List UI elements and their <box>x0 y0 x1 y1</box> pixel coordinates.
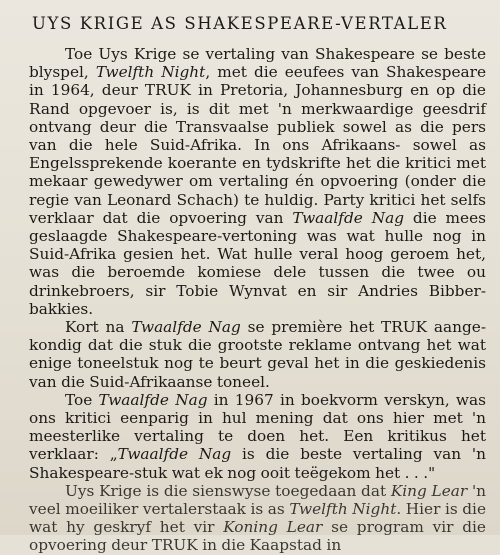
text-run: Toe Uys Krige se vertaling van Shakespeare se beste blyspel, <box>29 45 486 82</box>
paragraph-4 <box>29 482 486 555</box>
text-run: die mees geslaagde Shakespeare-vertoning was wat hulle nog in Suid-Afrika gesien het. Wat hulle veral hoog geroem het, was die beroemde komiese dele tussen die twee ou drinkebroers, sir Tobie Wynvat en sir Andries Bibber-bakkies. <box>29 208 487 318</box>
italic-title-run: Twaalfde Nag <box>117 445 232 464</box>
text-run: Uys Krige is die sienswyse toegedaan dat <box>65 481 391 500</box>
paragraph-3 <box>29 391 486 482</box>
italic-title-run: Koning Lear <box>223 518 323 537</box>
italic-title-run: Twaalfde Nag <box>292 208 404 227</box>
paragraph-1 <box>29 45 486 318</box>
text-run: se première het TRUK aange-kondig dat die stuk die grootste reklame ontvang het wat enige toneelstuk nog te beurt geval het in die geskiedenis van die Suid-Afrikaanse toneel. <box>29 318 486 391</box>
italic-title-run: King Lear <box>390 481 468 500</box>
text-run: , met die eeufees van Shakespeare in 1964, deur TRUK in Pretoria, Johannesburg en op die Rand opgevoer is, is dit met 'n merkwaardige geesdrif ontvang deur die Transvaalse publiek sowel as die pers van die hele Suid-Afrika. In ons Afrikaans- sowel as Engelssprekende koerante en tydskrifte het die kritici met mekaar gewedywer om vertaling én opvoering (onder die regie van Leonard Schach) te huldig. Party kritici het selfs verklaar dat die opvoering van <box>29 63 486 227</box>
body-text <box>29 45 486 555</box>
text-run: se program vir die opvoering deur TRUK in die Kaapstad in <box>29 518 486 555</box>
text-run: . Hier is die wat hy geskryf het vir <box>29 500 487 537</box>
italic-title-run: Twelfth Night <box>289 500 397 519</box>
text-run: is die beste vertaling van 'n Shakespeare-stuk wat ek nog ooit teëgekom het . . ." <box>29 445 486 482</box>
italic-title-run: Twelfth Night <box>95 63 206 82</box>
text-run: 'n veel moeiliker vertalerstaak is as <box>29 481 486 519</box>
text-run: in 1967 in boekvorm verskyn, was ons kritici eenparig in hul mening dat ons hier met 'n meesterlike vertaling te doen het. Een kritikus het verklaar: „ <box>29 390 487 464</box>
italic-title-run: Twaalfde Nag <box>131 318 241 337</box>
text-run: Kort na <box>65 318 132 337</box>
text-run: Toe <box>65 390 99 409</box>
italic-title-run: Twaalfde Nag <box>98 390 208 409</box>
paragraph-2 <box>29 318 486 391</box>
chapter-title: UYS KRIGE AS SHAKESPEARE-VERTALER <box>32 14 448 33</box>
